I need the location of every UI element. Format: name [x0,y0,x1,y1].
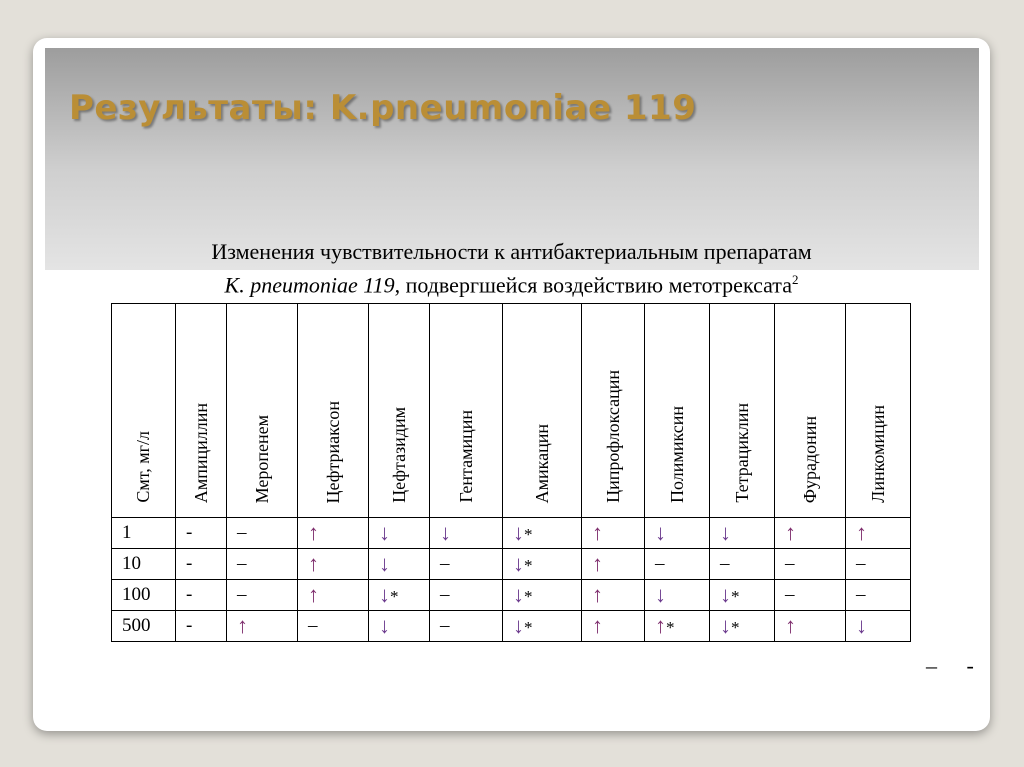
result-cell: - [176,580,227,611]
result-cell: – [227,580,298,611]
result-cell: – [430,549,503,580]
caption-footnote-mark: 2 [791,272,799,287]
result-cell: ↑* [645,611,710,642]
result-cell: ↓* [503,518,582,549]
result-cell: ↓ [846,611,911,642]
col-header: Смт, мг/л [112,304,176,518]
result-cell: ↓ [369,518,430,549]
col-header: Цефтазидим [369,304,430,518]
concentration-cell: 1 [112,518,176,549]
concentration-cell: 500 [112,611,176,642]
result-cell: ↓ [369,549,430,580]
concentration-cell: 10 [112,549,176,580]
col-header: Меропенем [227,304,298,518]
table-row [112,549,911,580]
slide-title: Результаты: K.pneumoniae 119 [69,88,697,128]
result-cell: - [176,518,227,549]
col-header: Линкомицин [846,304,911,518]
result-cell: – [775,549,846,580]
result-cell: ↑ [298,549,369,580]
result-cell: ↓* [369,580,430,611]
result-cell: ↑ [846,518,911,549]
result-cell: - [176,549,227,580]
result-cell: - [176,611,227,642]
result-cell: – [227,549,298,580]
result-cell: ↑ [298,580,369,611]
col-header: Амикацин [503,304,582,518]
result-cell: – [846,580,911,611]
result-cell: ↑ [582,549,645,580]
result-cell: ↓ [710,518,775,549]
concentration-cell: 100 [112,580,176,611]
result-cell: ↑ [582,518,645,549]
table-caption-line1: Изменения чувствительности к антибактериальным препаратам [211,239,812,264]
result-cell: ↓* [503,549,582,580]
result-cell: ↓ [369,611,430,642]
col-header: Полимиксин [645,304,710,518]
table-caption-line2 [33,266,990,299]
table-row [112,518,911,549]
result-cell: ↓* [503,611,582,642]
result-cell: ↓ [430,518,503,549]
result-cell: ↑ [775,611,846,642]
result-cell: ↑ [582,580,645,611]
table-row [112,580,911,611]
table-header-row [112,304,911,518]
col-header: Ципрофлоксацин [582,304,645,518]
col-header: Ампициллин [176,304,227,518]
col-header: Фурадонин [775,304,846,518]
result-cell: – [227,518,298,549]
col-header: Гентамицин [430,304,503,518]
result-cell: ↓* [710,611,775,642]
result-cell: – [645,549,710,580]
slide [33,38,990,731]
result-cell: ↑ [582,611,645,642]
result-cell: – [775,580,846,611]
result-cell: – [710,549,775,580]
slide-header [45,48,979,270]
caption-text: , подвергшейся воздействию метотрексата [394,272,792,298]
caption-organism: K. pneumoniae 119 [224,272,395,298]
col-header: Цефтриаксон [298,304,369,518]
result-cell: ↑ [298,518,369,549]
result-cell: ↓ [645,518,710,549]
result-cell: ↓* [710,580,775,611]
sensitivity-table [111,303,911,642]
result-cell: ↓* [503,580,582,611]
result-cell: – [298,611,369,642]
result-cell: – [846,549,911,580]
result-cell: – [430,580,503,611]
trailing-marks: – - [926,653,986,678]
col-header: Тетрациклин [710,304,775,518]
result-cell: – [430,611,503,642]
table-row [112,611,911,642]
result-cell: ↑ [775,518,846,549]
result-cell: ↓ [645,580,710,611]
result-cell: ↑ [227,611,298,642]
